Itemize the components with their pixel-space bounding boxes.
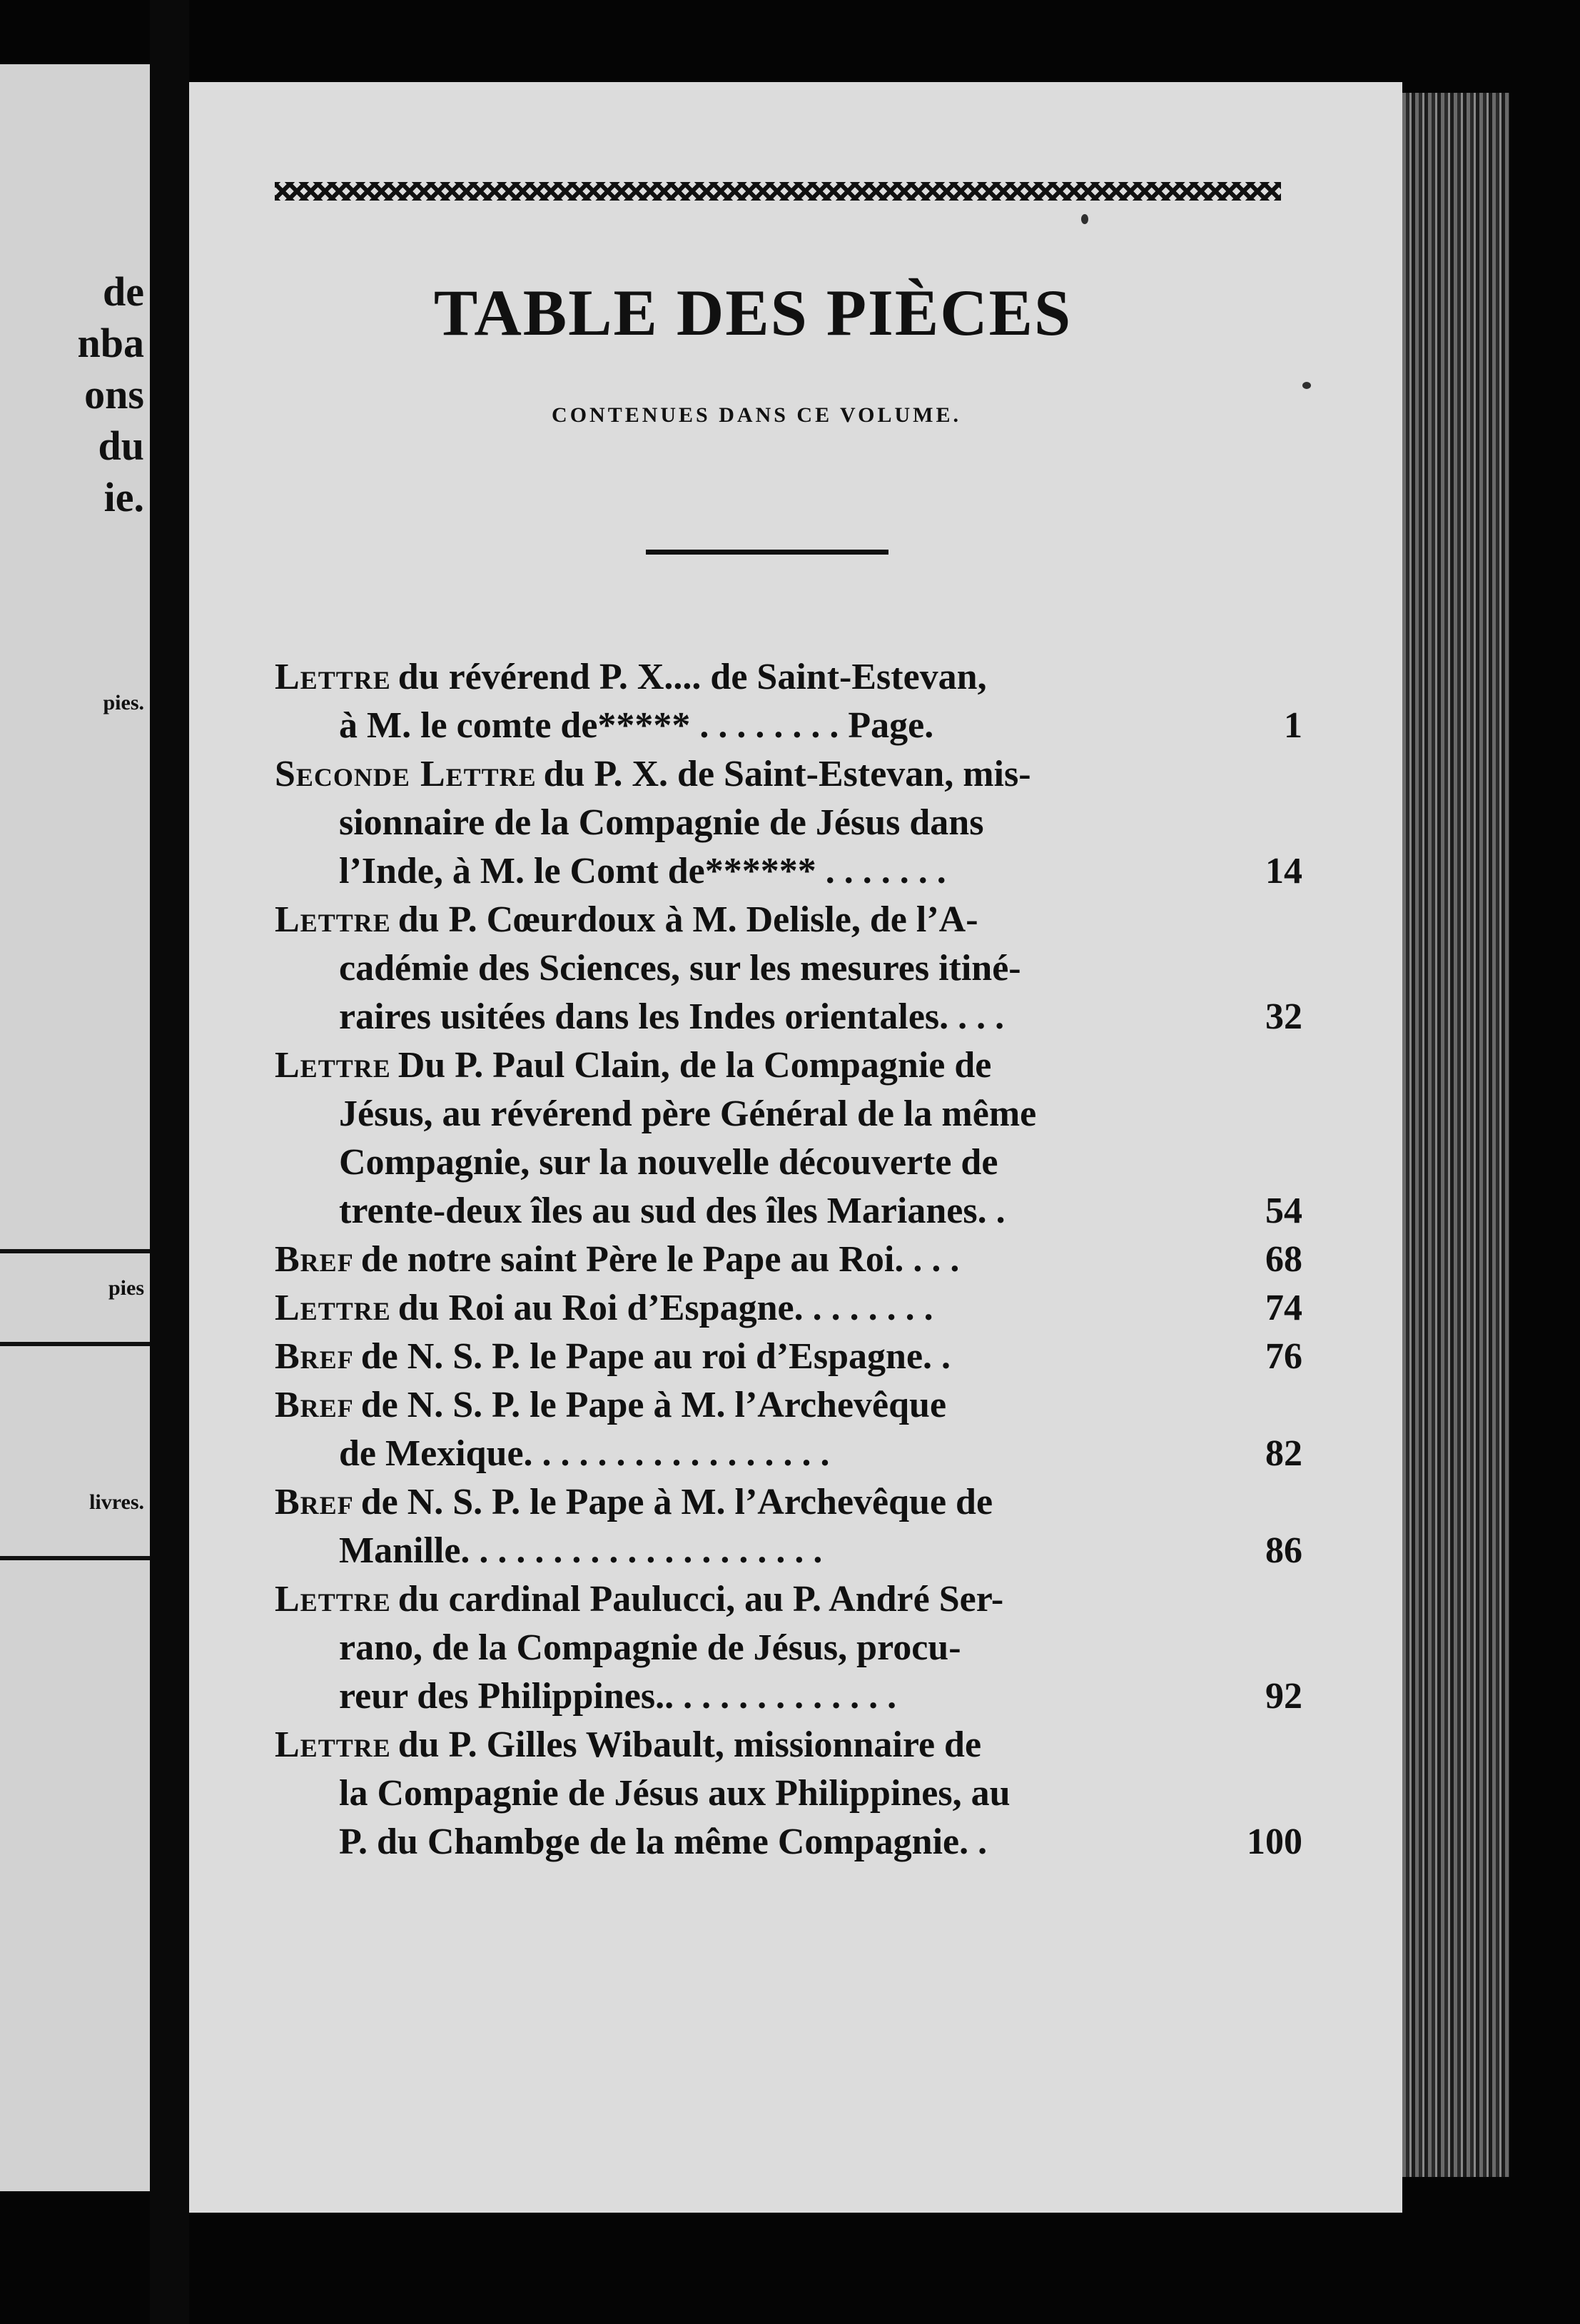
toc-entry-line bbox=[275, 1721, 1302, 1769]
toc-entry-line bbox=[275, 896, 1302, 944]
left-page-text: ie. bbox=[103, 474, 144, 520]
book-gutter bbox=[150, 0, 189, 2324]
toc-entry-line bbox=[275, 1333, 1302, 1381]
toc-page-number: 32 bbox=[1265, 996, 1302, 1037]
toc-page-number: 82 bbox=[1265, 1433, 1302, 1474]
toc-entry-text: de notre saint Père le Pape au Roi. . . . bbox=[360, 1239, 960, 1280]
toc-entry-line bbox=[275, 847, 1302, 896]
toc-page-number: 14 bbox=[1265, 851, 1302, 891]
toc-entry-text: du Roi au Roi d’Espagne. . . . . . . . bbox=[397, 1288, 933, 1328]
page-title: TABLE DES PIÈCES bbox=[433, 276, 1073, 349]
toc-entry-text: P. du Chambge de la même Compagnie. . bbox=[339, 1822, 988, 1862]
toc-entry-line bbox=[275, 1284, 1302, 1333]
left-page-text: pies. bbox=[103, 691, 144, 714]
left-page-text: de bbox=[103, 268, 144, 315]
toc-page-number: 92 bbox=[1265, 1676, 1302, 1717]
toc-entry-line bbox=[275, 799, 1302, 847]
toc-entry-line bbox=[275, 993, 1302, 1041]
left-page-text: nba bbox=[77, 320, 144, 366]
left-page-text: livres. bbox=[89, 1490, 144, 1514]
toc-entry-text: Compagnie, sur la nouvelle découverte de bbox=[339, 1142, 998, 1183]
toc-page-number: 74 bbox=[1265, 1288, 1302, 1328]
toc-entry-text: Du P. Paul Clain, de la Compagnie de bbox=[397, 1045, 992, 1086]
toc-entry-lead: Bref bbox=[275, 1239, 354, 1280]
toc-entry-text: de N. S. P. le Pape à M. l’Archevêque bbox=[360, 1385, 947, 1425]
toc-entry-text: la Compagnie de Jésus aux Philippines, au bbox=[339, 1773, 1011, 1814]
toc-entry-line bbox=[275, 1575, 1302, 1624]
toc-entry-line bbox=[275, 1041, 1302, 1090]
left-page-rule bbox=[0, 1249, 150, 1253]
toc-entry-text: raires usitées dans les Indes orientales. . . . bbox=[339, 996, 1005, 1037]
title-rule bbox=[646, 550, 888, 555]
toc-entry-text: de N. S. P. le Pape au roi d’Espagne. . bbox=[360, 1336, 951, 1377]
toc-entry-line bbox=[275, 1138, 1302, 1187]
toc-page-number: 86 bbox=[1265, 1530, 1302, 1571]
toc-page-number: 1 bbox=[1284, 705, 1302, 746]
toc-entry-lead: Seconde Lettre bbox=[275, 754, 537, 794]
left-page-rule bbox=[0, 1556, 150, 1560]
toc-entry-text: du P. Gilles Wibault, missionnaire de bbox=[397, 1724, 982, 1765]
toc-entry-text: cadémie des Sciences, sur les mesures itiné- bbox=[339, 948, 1021, 989]
toc-entry-lead: Lettre bbox=[275, 1724, 391, 1765]
toc-entry-line bbox=[275, 1381, 1302, 1430]
toc-entry-text: du P. X. de Saint-Estevan, mis- bbox=[543, 754, 1031, 794]
toc-entry-lead: Lettre bbox=[275, 1579, 391, 1620]
toc-entry-lead: Lettre bbox=[275, 1288, 391, 1328]
toc-entry-lead: Lettre bbox=[275, 899, 391, 940]
toc-entry-text: reur des Philippines.. . . . . . . . . . . . . bbox=[339, 1676, 897, 1717]
toc-entry-lead: Lettre bbox=[275, 657, 391, 697]
toc-entry-text: sionnaire de la Compagnie de Jésus dans bbox=[339, 802, 984, 843]
book-page bbox=[189, 82, 1402, 2213]
toc-entry-text: rano, de la Compagnie de Jésus, procu- bbox=[339, 1627, 961, 1668]
toc-entry-line bbox=[275, 1818, 1302, 1866]
ink-speck bbox=[1081, 214, 1088, 224]
toc-entry-line bbox=[275, 1527, 1302, 1575]
left-page-rule bbox=[0, 1342, 150, 1346]
toc-entry-line bbox=[275, 750, 1302, 799]
toc-page-number: 100 bbox=[1247, 1822, 1302, 1862]
toc-page-number: 68 bbox=[1265, 1239, 1302, 1280]
toc-entry-line bbox=[275, 1090, 1302, 1138]
toc-entry-line bbox=[275, 1236, 1302, 1284]
page-subtitle: CONTENUES DANS CE VOLUME. bbox=[552, 403, 961, 427]
left-page-text: pies bbox=[108, 1276, 144, 1300]
ink-speck bbox=[1302, 382, 1311, 389]
toc-entry-text: de N. S. P. le Pape à M. l’Archevêque de bbox=[360, 1482, 993, 1522]
toc-entry-line bbox=[275, 1478, 1302, 1527]
toc-entry-text: du révérend P. X.... de Saint-Estevan, bbox=[397, 657, 987, 697]
toc-entry-line bbox=[275, 1430, 1302, 1478]
toc-entry-lead: Bref bbox=[275, 1482, 354, 1522]
toc-entry-lead: Bref bbox=[275, 1385, 354, 1425]
toc-entry-lead: Lettre bbox=[275, 1045, 391, 1086]
toc-entry-line bbox=[275, 1624, 1302, 1672]
toc-entry-line bbox=[275, 1187, 1302, 1236]
left-page-text: du bbox=[98, 423, 144, 469]
toc-page-number: 54 bbox=[1265, 1191, 1302, 1231]
toc-entry-text: Jésus, au révérend père Général de la même bbox=[339, 1093, 1037, 1134]
ornamental-header-border bbox=[275, 182, 1281, 201]
toc-entry-text: du cardinal Paulucci, au P. André Ser- bbox=[397, 1579, 1004, 1620]
toc-entry-line bbox=[275, 1769, 1302, 1818]
toc-entry-line bbox=[275, 702, 1302, 750]
toc-entry-text: du P. Cœurdoux à M. Delisle, de l’A- bbox=[397, 899, 978, 940]
toc-page-number: 76 bbox=[1265, 1336, 1302, 1377]
toc-entry-text: l’Inde, à M. le Comt de****** . . . . . . . bbox=[339, 851, 946, 891]
toc-entry-line bbox=[275, 1672, 1302, 1721]
toc-entry-lead: Bref bbox=[275, 1336, 354, 1377]
toc-entry-text: de Mexique. . . . . . . . . . . . . . . . . bbox=[339, 1433, 830, 1474]
table-of-contents bbox=[275, 653, 1302, 1866]
toc-entry-line bbox=[275, 944, 1302, 993]
left-page-fragment bbox=[0, 64, 150, 2191]
left-page-text: ons bbox=[84, 371, 144, 418]
toc-entry-text: Manille. . . . . . . . . . . . . . . . . . . . bbox=[339, 1530, 823, 1571]
toc-entry-line bbox=[275, 653, 1302, 702]
toc-entry-text: trente-deux îles au sud des îles Marianes. . bbox=[339, 1191, 1006, 1231]
page-edges bbox=[1402, 93, 1509, 2177]
toc-entry-text: à M. le comte de***** . . . . . . . . Page. bbox=[339, 705, 934, 746]
